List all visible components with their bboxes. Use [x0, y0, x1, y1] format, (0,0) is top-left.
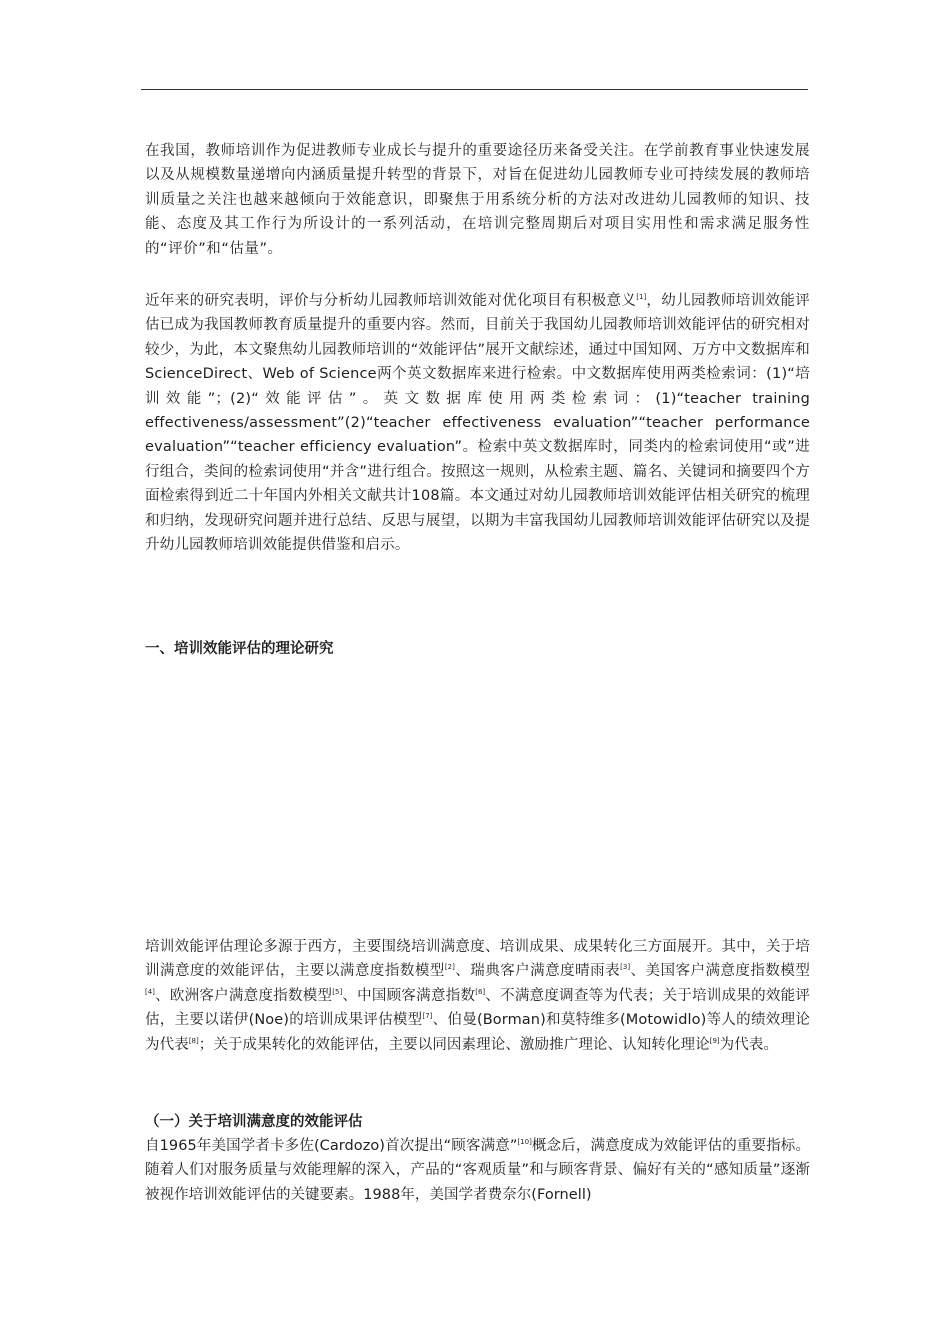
- intro-text: 在我国，教师培训作为促进教师专业成长与提升的重要途径历来备受关注。在学前教育事业快速发展以及从规模数量递增向内涵质量提升转型的背景下，对旨在促进幼儿园教师专业可持续发展的教师培训质量之关注也越来越倾向于效能意识，即聚焦于用系统分析的方法对改进幼儿园教师的知识、技能、态度及其工作行为所设计的一系列活动，在培训完整周期后对项目实用性和需求满足服务性的“评价”和“估量”。: [145, 143, 810, 257]
- citation-2: [2]: [444, 963, 455, 972]
- theory-paragraph: [145, 935, 810, 1057]
- citation-7: [7]: [422, 1012, 433, 1021]
- citation-3: [3]: [620, 963, 631, 972]
- intro-paragraph: [145, 139, 810, 261]
- citation-9: [9]: [709, 1036, 720, 1045]
- theory-text-a: 培训效能评估理论多源于西方，主要围绕培训满意度、培训成果、成果转化三方面展开。其中，关于培训满意度的效能评估，主要以满意度指数模型: [145, 939, 810, 980]
- research-method-paragraph: [145, 289, 810, 557]
- header-rule: [141, 89, 808, 90]
- theory-text-h: ；关于成果转化的效能评估，主要以同因素理论、激励推广理论、认知转化理论: [198, 1036, 710, 1053]
- satisfaction-text-a: 自1965年美国学者卡多佐(Cardozo)首次提出“顾客满意”: [145, 1138, 518, 1154]
- subsection-heading-satisfaction: （一）关于培训满意度的效能评估: [145, 1114, 363, 1130]
- citation-5: [5]: [332, 987, 343, 996]
- theory-text-c: 、美国客户满意度指数模型: [630, 963, 811, 980]
- theory-text-e: 、中国顾客满意指数: [342, 987, 476, 1004]
- citation-10: [10]: [517, 1138, 532, 1146]
- theory-text-i: 为代表。: [719, 1036, 779, 1053]
- theory-text-f: 、不满意度调查等为代表；关于培训成果的效能评估，主要以诺伊(Noe)的培训成果评估模型: [145, 987, 810, 1029]
- satisfaction-text-b: 概念后，满意度成为效能评估的重要指标。随着人们对服务质量与效能理解的深入，产品的“客观质量”和与顾客背景、偏好有关的“感知质量”逐渐被视作培训效能评估的关键要素。1988年，美国学者费奈尔(Fornell): [145, 1138, 810, 1203]
- satisfaction-paragraph: [145, 1134, 810, 1207]
- section-heading-theory: 一、培训效能评估的理论研究: [145, 641, 334, 657]
- citation-8: [8]: [188, 1036, 199, 1045]
- theory-text-g: 、伯曼(Borman)和莫特维多(Motowidlo)等人的绩效理论为代表: [145, 1012, 810, 1053]
- citation-4: [4]: [145, 987, 155, 996]
- research-text-a: 近年来的研究表明，评价与分析幼儿园教师培训效能对优化项目有积极意义: [145, 293, 637, 309]
- theory-text-b: 、瑞典客户满意度晴雨表: [454, 963, 621, 980]
- theory-text-d: 、欧洲客户满意度指数模型: [154, 987, 333, 1004]
- research-text-b: ，幼儿园教师培训效能评估已成为我国教师教育质量提升的重要内容。然而，目前关于我国幼儿园教师培训效能评估的研究相对较少，为此，本文聚焦幼儿园教师培训的“效能评估”展开文献综述，通过中国知网、万方中文数据库和ScienceDirect、Web of Science两个英文数据库来进行检索。中文数据库使用两类检索词：(1)“培训效能”；(2)“效能评估”。英文数据库使用两类检索词：(1)“teacher training effectiveness/assessment”(2)“teacher effectiveness evaluation”“teacher performance evaluation”“teacher efficiency evaluation”。检索中英文数据库时，同类内的检索词使用“或”进行组合，类间的检索词使用“并含”进行组合。按照这一规则，从检索主题、篇名、关键词和摘要四个方面检索得到近二十年国内外相关文献共计108篇。本文通过对幼儿园教师培训效能评估相关研究的梳理和归纳，发现研究问题并进行总结、反思与展望，以期为丰富我国幼儿园教师培训效能评估研究以及提升幼儿园教师培训效能提供借鉴和启示。: [145, 293, 810, 554]
- citation-1: [1]: [636, 293, 647, 301]
- citation-6: [6]: [475, 987, 486, 996]
